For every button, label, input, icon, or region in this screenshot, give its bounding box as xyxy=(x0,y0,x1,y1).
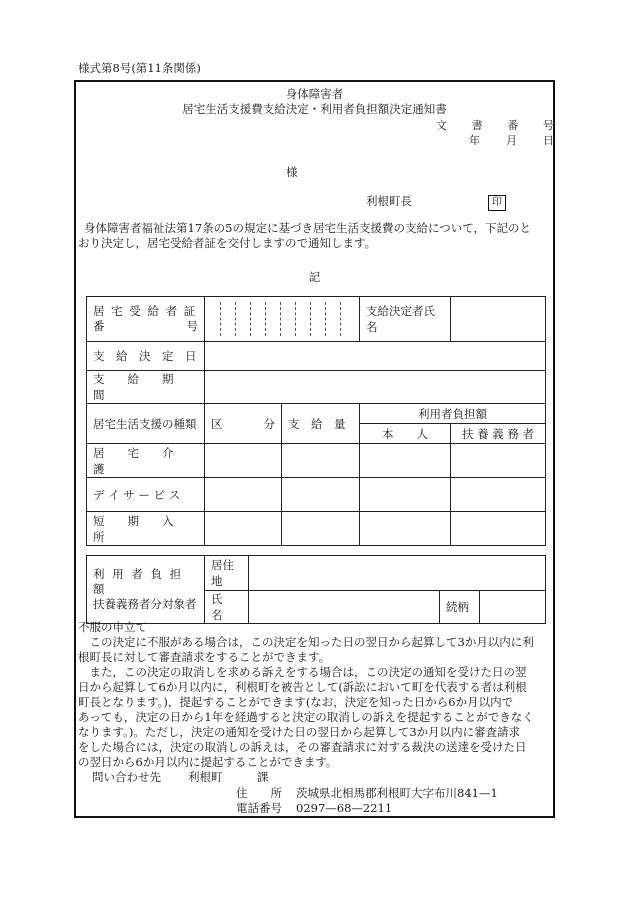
appeal-line: なります。)。ただし，決定の通知を受けた日の翌日から起算して3か月以内に審査請求 xyxy=(78,725,521,739)
notice-frame xyxy=(74,80,555,818)
cert-number-value xyxy=(205,297,360,342)
name-value xyxy=(249,591,440,624)
date-day: 日 xyxy=(543,134,554,147)
body-text-line-1: 身体障害者福祉法第17条の5の規定に基づき居宅生活支援費の支給について，下記のと xyxy=(84,221,531,235)
table-cell xyxy=(205,512,282,546)
period-value xyxy=(205,371,546,404)
residence-value xyxy=(249,556,546,591)
table-cell xyxy=(282,478,360,512)
table-cell xyxy=(205,444,282,478)
table-cell xyxy=(360,512,451,546)
digit-divider xyxy=(265,302,266,336)
document-number-field xyxy=(436,117,554,133)
contact-label: 問い合わせ先 xyxy=(92,770,161,784)
table-cell xyxy=(451,478,546,512)
appeal-line: また，この決定の取消しを求める訴えをする場合は，この決定の通知を受けた日の翌 xyxy=(78,665,527,679)
ki-heading: 記 xyxy=(308,270,321,284)
burden-header: 利用者負担額 xyxy=(360,404,546,424)
recipient-name-label: 支給決定者氏名 xyxy=(360,297,451,342)
table-row xyxy=(87,444,546,478)
service-name: デ イ サ ー ビ ス xyxy=(87,478,205,512)
date-year: 年 xyxy=(469,134,480,147)
body-text-line-2: おり決定し，居宅受給者証を交付しますので通知します。 xyxy=(78,236,377,250)
digit-divider xyxy=(325,302,326,336)
date-field xyxy=(469,132,554,148)
addressee-suffix: 様 xyxy=(286,165,298,179)
decision-date-value xyxy=(205,342,546,371)
digit-divider xyxy=(220,302,221,336)
doc-number-char: 番 xyxy=(507,119,519,132)
service-type-label: 居宅生活支援の種類 xyxy=(87,404,205,444)
category-char: 区 xyxy=(211,416,223,431)
seal-mark: 印 xyxy=(488,195,506,211)
issuer-name: 利根町長 xyxy=(366,194,412,208)
title-line-1: 身体障害者 xyxy=(285,87,344,101)
period-label: 支 給 期 間 xyxy=(87,371,205,404)
supporter-target-label-1: 利 用 者 負 担 額 xyxy=(93,567,184,596)
appeal-line: 町長となります。)，提起することができます(なお，決定を知った日から6か月以内で xyxy=(78,695,514,709)
appeal-line: あっても，決定の日から1年を経過すると決定の取消しの訴えを提起することができなく xyxy=(78,710,534,724)
name-label: 氏 名 xyxy=(205,591,249,624)
service-name: 短 期 入 所 xyxy=(87,512,205,546)
form-number-label: 様式第8号(第11条関係) xyxy=(78,61,201,75)
doc-number-char: 文 xyxy=(436,119,447,132)
appeal-text xyxy=(78,635,534,770)
supporter-target-label-2: 扶養義務者分対象者 xyxy=(93,597,197,611)
appeal-line: をした場合には，決定の取消しの訴えは，その審査請求に対する裁決の送達を受けた日 xyxy=(78,740,527,754)
service-table xyxy=(86,296,546,546)
category-header xyxy=(205,404,282,444)
table-cell xyxy=(360,478,451,512)
supporter-target-label-cell xyxy=(87,556,205,624)
appeal-line: 日から起算して6か月以内に，利根町を被告として(訴訟において町を代表する者は利根 xyxy=(78,680,527,694)
table-cell xyxy=(360,444,451,478)
digit-divider xyxy=(250,302,251,336)
table-cell xyxy=(205,478,282,512)
supporter-header: 扶 養 義 務 者 xyxy=(451,424,546,444)
table-row xyxy=(87,478,546,512)
doc-number-char: 号 xyxy=(542,119,554,132)
residence-label: 居住地 xyxy=(205,556,249,591)
digit-divider xyxy=(280,302,281,336)
recipient-name-value xyxy=(451,297,546,342)
table-row xyxy=(87,512,546,546)
table-cell xyxy=(451,512,546,546)
self-header: 本 人 xyxy=(360,424,451,444)
digit-divider xyxy=(235,302,236,336)
issuer-line xyxy=(366,193,506,211)
table-cell xyxy=(282,444,360,478)
cert-number-label: 居 宅 受 給 者 証 xyxy=(93,304,197,318)
digit-divider xyxy=(295,302,296,336)
appeal-heading: 不服の申立て xyxy=(78,620,147,634)
cert-number-label-cell xyxy=(87,297,205,342)
date-month: 月 xyxy=(506,134,517,147)
appeal-line: の翌日から6か月以内に提起することができます。 xyxy=(78,755,338,769)
contact-phone-label: 電話番号 xyxy=(236,801,282,815)
amount-header: 支 給 量 xyxy=(282,404,360,444)
supporter-table xyxy=(86,555,546,624)
cert-number-label-go: 号 xyxy=(186,319,198,333)
contact-phone: 0297—68—2211 xyxy=(296,801,393,815)
decision-date-label: 支 給 決 定 日 xyxy=(87,342,205,371)
digit-divider xyxy=(340,302,341,336)
appeal-line: この決定に不服がある場合は，この決定を知った日の翌日から起算して3か月以内に利 xyxy=(78,635,534,649)
doc-number-char: 書 xyxy=(471,119,483,132)
category-char: 分 xyxy=(263,416,275,431)
contact-office: 利根町 課 xyxy=(188,770,269,784)
table-cell xyxy=(451,444,546,478)
digit-divider xyxy=(310,302,311,336)
appeal-line: 根町長に対して審査請求をすることができます。 xyxy=(78,650,331,664)
table-cell xyxy=(282,512,360,546)
title-line-2: 居宅生活支援費支給決定・利用者負担額決定通知書 xyxy=(182,102,447,116)
relation-value xyxy=(480,591,546,624)
contact-address-label: 住 所 xyxy=(236,786,282,800)
service-name: 居 宅 介 護 xyxy=(87,444,205,478)
contact-address: 茨城県北相馬郡利根町大字布川841—1 xyxy=(296,786,498,800)
relation-label: 続柄 xyxy=(440,591,480,624)
cert-number-label-ban: 番 xyxy=(93,319,105,333)
